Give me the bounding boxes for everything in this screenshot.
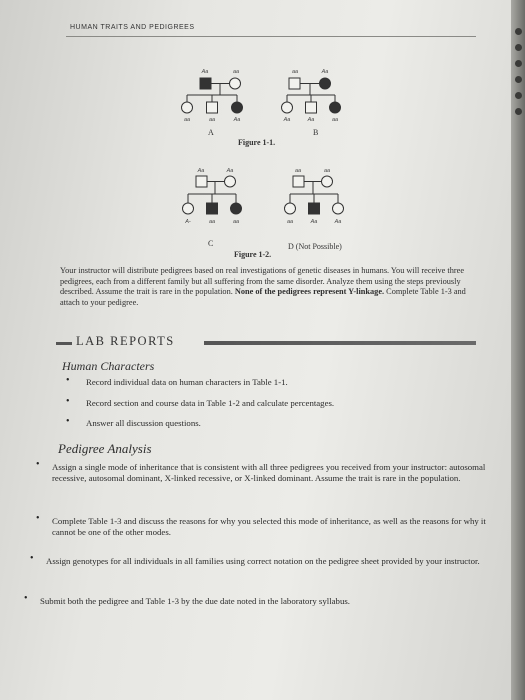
figure-1-1-caption: Figure 1-1.: [238, 138, 276, 147]
intro-text: Your instructor will distribute pedigrees based on real investigations of genetic diseases in humans. You will receive three pedigrees, each from a different family but all suffering from the same disorder. Analyze them using the steps previously described. Assume the trait is rare in the population.: [60, 266, 465, 296]
running-header: HUMAN TRAITS AND PEDIGREES: [70, 24, 195, 31]
genotype-a-father: Aa: [201, 69, 209, 75]
pedigree-c-child-3: [231, 203, 242, 214]
intro-paragraph: [60, 266, 480, 308]
genotype-d-father: aa: [294, 168, 302, 174]
pedigree-c: [183, 176, 242, 214]
pedigree-d-child-3: [333, 203, 344, 214]
figure-1-2-caption: Figure 1-2.: [234, 250, 272, 259]
human-characters-item-3: Answer all discussion questions.: [86, 418, 201, 428]
pedigree-a-label: A: [208, 128, 214, 137]
pedigree-c-father: [196, 176, 207, 187]
human-characters-item-2: Record section and course data in Table 1-2 and calculate percentages.: [86, 398, 335, 408]
lab-reports-title: LAB REPORTS: [76, 334, 175, 348]
genotype-d-child-3: Aa: [334, 219, 342, 225]
pedigree-a: [182, 78, 243, 113]
genotype-a-child-1: aa: [183, 117, 191, 123]
bullet-icon: •: [66, 416, 70, 427]
pedigree-b-label: B: [313, 128, 319, 137]
pedigree-d-father: [293, 176, 304, 187]
pedigree-analysis-item-4: Submit both the pedigree and Table 1-3 by the due date noted in the laboratory syllabus.: [40, 596, 350, 606]
genotype-a-mother: aa: [232, 69, 240, 75]
genotype-b-father: aa: [291, 69, 299, 75]
pedigree-d-mother: [322, 176, 333, 187]
pedigree-a-child-2: [207, 102, 218, 113]
genotype-c-child-3: aa: [232, 219, 240, 225]
lab-reports-rule-right: [204, 341, 476, 345]
pedigree-c-mother: [225, 176, 236, 187]
pedigree-b-child-1: [282, 102, 293, 113]
pedigree-analysis-item-3: Assign genotypes for all individuals in all families using correct notation on the pedigree sheet provided by your instructor.: [46, 556, 480, 566]
pedigree-d: [285, 176, 344, 214]
genotype-a-child-2: aa: [208, 117, 216, 123]
genotype-b-child-1: Aa: [283, 117, 291, 123]
pedigree-a-father: [200, 78, 211, 89]
genotype-a-child-3: Aa: [233, 117, 241, 123]
pedigree-d-label: D (Not Possible): [288, 242, 342, 251]
genotype-d-child-1: aa: [286, 219, 294, 225]
genotype-b-mother: Aa: [321, 69, 329, 75]
genotype-c-child-2: aa: [208, 219, 216, 225]
pedigree-analysis-title: Pedigree Analysis: [58, 441, 152, 456]
lab-reports-rule-left: [56, 342, 72, 345]
genotype-d-child-2: Aa: [310, 219, 318, 225]
genotype-d-mother: aa: [323, 168, 331, 174]
pedigree-c-child-2: [207, 203, 218, 214]
pedigree-figures: [0, 0, 525, 260]
pedigree-c-label: C: [208, 239, 214, 248]
human-characters-title: Human Characters: [62, 359, 155, 373]
bullet-icon: •: [66, 375, 70, 386]
pedigree-a-child-1: [182, 102, 193, 113]
human-characters-item-1: Record individual data on human characters in Table 1-1.: [86, 377, 288, 387]
pedigree-d-child-2: [309, 203, 320, 214]
pedigree-analysis-item-2: Complete Table 1-3 and discuss the reasons for why you selected this mode of inheritance, as well as the reasons for why it cannot be one of the other modes.: [52, 516, 486, 537]
genotype-c-father: Aa: [197, 168, 205, 174]
pedigree-a-mother: [230, 78, 241, 89]
intro-tail-text: Complete Table 1-3 and attach to your pedigree.: [60, 287, 466, 307]
bullet-icon: •: [24, 593, 28, 604]
genotype-c-mother: Aa: [226, 168, 234, 174]
pedigree-c-child-1: [183, 203, 194, 214]
bullet-icon: •: [36, 513, 40, 524]
bullet-icon: •: [66, 396, 70, 407]
pedigree-analysis-item-1: Assign a single mode of inheritance that is consistent with all three pedigrees you received from your instructor: autosomal recessive, autosomal dominant, X-linked recessive, or X-linked dominant. Assume the trait is rare in the population.: [52, 462, 486, 483]
pedigree-b-father: [289, 78, 300, 89]
genotype-b-child-3: aa: [331, 117, 339, 123]
pedigree-b-child-3: [330, 102, 341, 113]
bullet-icon: •: [36, 459, 40, 470]
intro-bold-text: None of the pedigrees represent Y-linkage.: [234, 287, 385, 296]
pedigree-d-child-1: [285, 203, 296, 214]
genotype-c-child-1: A-: [185, 219, 191, 225]
bullet-icon: •: [30, 553, 34, 564]
pedigree-b-mother: [320, 78, 331, 89]
pedigree-b-child-2: [306, 102, 317, 113]
genotype-b-child-2: Aa: [307, 117, 315, 123]
pedigree-b: [282, 78, 341, 113]
pedigree-a-child-3: [232, 102, 243, 113]
